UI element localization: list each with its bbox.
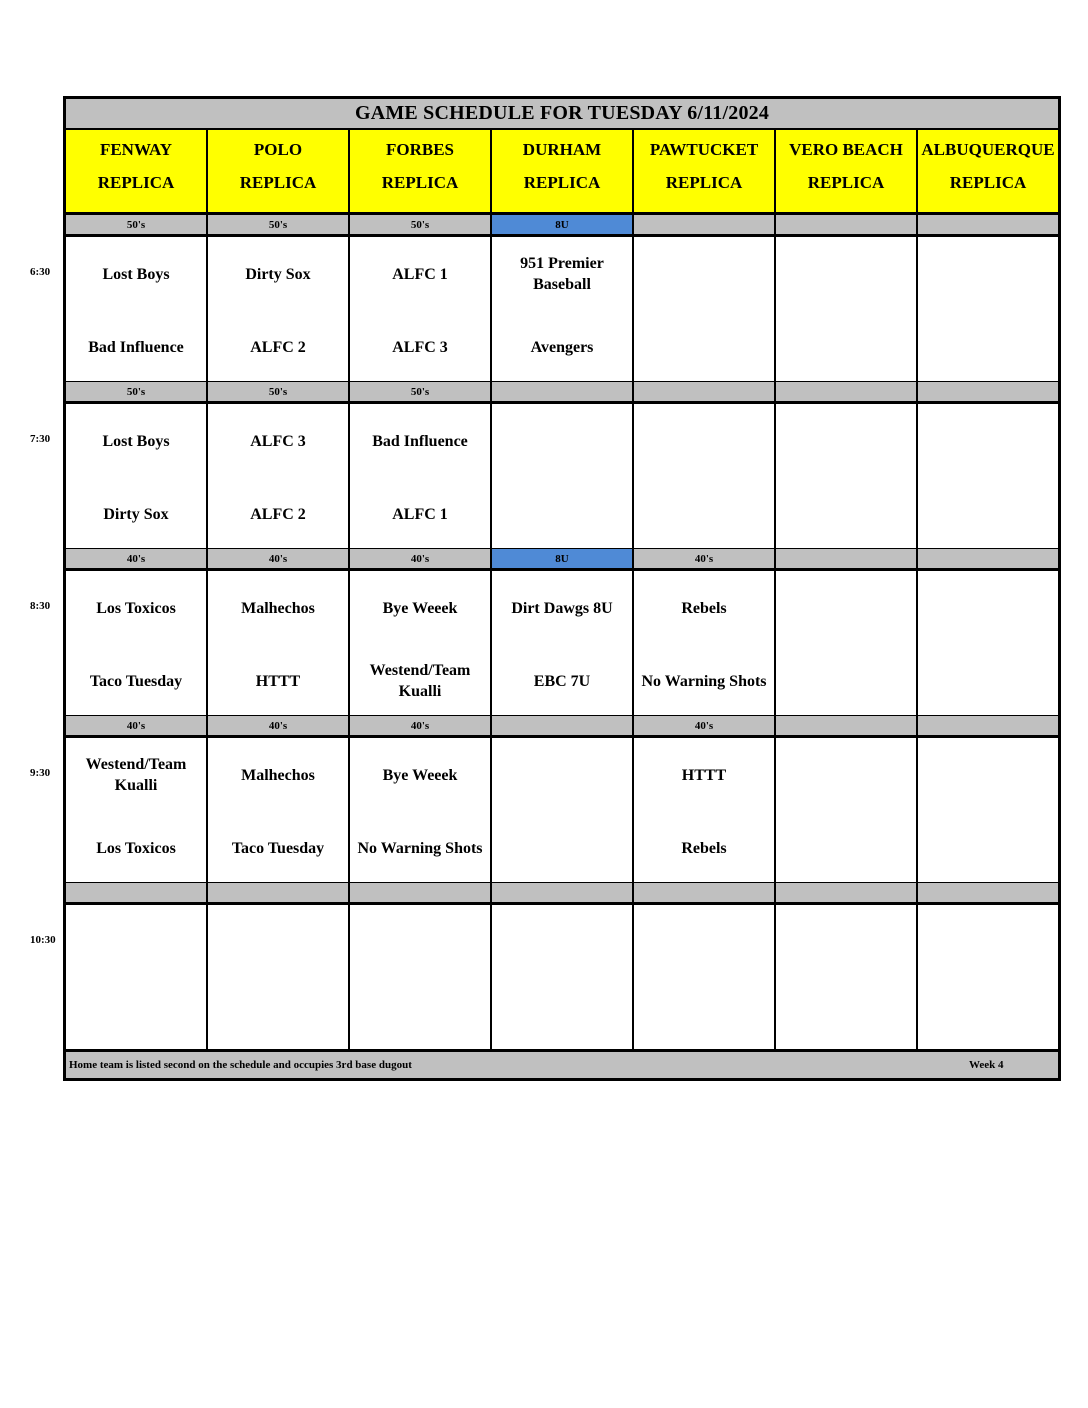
away-team: Los Toxicos [96,599,176,617]
field-header [492,130,632,212]
field-subtitle: REPLICA [949,173,1027,192]
game-cell [776,404,916,548]
home-team: No Warning Shots [641,672,767,690]
time-label: 10:30 [30,934,56,946]
game-cell [208,905,348,1049]
division-label [918,382,1058,401]
schedule-table [63,96,1061,1081]
home-team [638,325,770,369]
division-label: 40's [634,716,774,735]
division-label [492,716,632,735]
away-team [70,920,202,964]
home-team: HTTT [255,672,301,690]
field-subtitle: REPLICA [523,173,601,192]
home-team [922,325,1054,369]
division-label [776,382,916,401]
schedule-footer [66,1052,1058,1078]
home-team [780,659,912,703]
division-label [634,883,774,902]
home-team: ALFC 2 [250,505,306,523]
game-cell [492,905,632,1049]
away-team [780,586,912,630]
division-label: 8U [492,215,632,234]
field-name: POLO [253,140,303,159]
home-team [496,993,628,1037]
division-label: 40's [634,549,774,568]
home-team: Avengers [530,338,594,356]
away-team [638,419,770,463]
away-team: ALFC 1 [392,265,448,283]
division-label [918,215,1058,234]
game-cell [66,571,206,715]
home-team: Taco Tuesday [89,672,183,690]
division-label [492,883,632,902]
division-label [492,382,632,401]
game-cell [776,738,916,882]
game-cell [634,905,774,1049]
division-label [776,549,916,568]
away-team [780,920,912,964]
away-team [496,920,628,964]
game-cell [208,237,348,381]
game-cell [918,738,1058,882]
game-cell [350,905,490,1049]
game-cell [66,237,206,381]
home-team [496,826,628,870]
division-label [776,883,916,902]
field-name: DURHAM [522,140,602,159]
time-label: 9:30 [30,767,51,779]
home-team [780,325,912,369]
division-label [66,883,206,902]
away-team: Dirt Dawgs 8U [511,599,613,617]
game-cell [918,404,1058,548]
game-cell [918,237,1058,381]
division-label: 40's [66,549,206,568]
home-team [922,826,1054,870]
away-team: Bye Weeek [382,766,458,784]
away-team [780,419,912,463]
home-team: ALFC 1 [392,505,448,523]
away-team: Dirty Sox [245,265,311,283]
home-team: Bad Influence [88,338,184,356]
division-label [918,549,1058,568]
schedule-title: GAME SCHEDULE FOR TUESDAY 6/11/2024 [66,99,1058,128]
away-team: Rebels [681,599,727,617]
division-label: 40's [350,549,490,568]
away-team: Bad Influence [372,432,468,450]
game-cell [918,905,1058,1049]
field-name: VERO BEACH [789,140,903,159]
away-team [638,252,770,296]
away-team [922,586,1054,630]
time-label: 7:30 [30,433,51,445]
field-name: PAWTUCKET [649,140,759,159]
away-team: Westend/Team Kualli [85,756,187,794]
away-team: Lost Boys [102,265,170,283]
away-team [922,753,1054,797]
home-team: ALFC 3 [392,338,448,356]
division-label: 40's [208,549,348,568]
time-label: 6:30 [30,266,51,278]
field-header [208,130,348,212]
game-cell [350,404,490,548]
division-label: 40's [350,716,490,735]
field-name: FORBES [385,140,455,159]
away-team: Lost Boys [102,432,170,450]
field-header [776,130,916,212]
away-team [780,252,912,296]
away-team: Malhechos [241,599,315,617]
home-team [780,826,912,870]
home-team [922,492,1054,536]
away-team [922,419,1054,463]
game-cell [350,738,490,882]
division-label [208,883,348,902]
game-cell [208,738,348,882]
game-cell [492,237,632,381]
field-subtitle: REPLICA [807,173,885,192]
home-team [70,993,202,1037]
home-team: Dirty Sox [103,505,169,523]
division-label [634,382,774,401]
game-cell [350,237,490,381]
game-cell [66,905,206,1049]
field-name: ALBUQUERQUE [921,140,1055,159]
home-team [922,993,1054,1037]
division-label: 8U [492,549,632,568]
home-team [780,492,912,536]
home-team: ALFC 2 [250,338,306,356]
field-subtitle: REPLICA [381,173,459,192]
home-team: Los Toxicos [96,839,176,857]
away-team [354,920,486,964]
game-cell [66,404,206,548]
division-label: 50's [66,382,206,401]
home-team [496,492,628,536]
game-cell [634,404,774,548]
away-team [638,920,770,964]
game-cell [918,571,1058,715]
game-cell [208,571,348,715]
away-team [922,252,1054,296]
away-team: Bye Weeek [382,599,458,617]
division-label [776,716,916,735]
game-cell [634,738,774,882]
division-label [918,716,1058,735]
division-label: 50's [350,382,490,401]
away-team [496,419,628,463]
game-cell [776,571,916,715]
division-label [776,215,916,234]
home-team [780,993,912,1037]
home-team [638,993,770,1037]
home-team [212,993,344,1037]
game-cell [208,404,348,548]
footer-note: Home team is listed second on the schedule and occupies 3rd base dugout [69,1059,412,1071]
game-cell [492,738,632,882]
away-team: HTTT [681,766,727,784]
home-team: Westend/Team Kualli [369,662,471,700]
division-label: 50's [208,215,348,234]
game-cell [492,404,632,548]
home-team: Taco Tuesday [231,839,325,857]
division-label: 50's [350,215,490,234]
field-name: FENWAY [99,140,173,159]
away-team: ALFC 3 [250,432,306,450]
division-label: 40's [208,716,348,735]
game-cell [66,738,206,882]
time-label: 8:30 [30,600,51,612]
away-team [922,920,1054,964]
field-header [350,130,490,212]
field-header [66,130,206,212]
away-team [496,753,628,797]
division-label: 50's [66,215,206,234]
home-team: No Warning Shots [357,839,483,857]
game-cell [350,571,490,715]
game-cell [776,237,916,381]
home-team: Rebels [681,839,727,857]
away-team [780,753,912,797]
division-label: 50's [208,382,348,401]
field-header [918,130,1058,212]
field-subtitle: REPLICA [97,173,175,192]
game-cell [492,571,632,715]
away-team [212,920,344,964]
field-header [634,130,774,212]
home-team [922,659,1054,703]
home-team [638,492,770,536]
week-label: Week 4 [969,1059,1004,1071]
home-team [354,993,486,1037]
away-team: Malhechos [241,766,315,784]
field-subtitle: REPLICA [239,173,317,192]
division-label [634,215,774,234]
field-subtitle: REPLICA [665,173,743,192]
home-team: EBC 7U [533,672,591,690]
game-cell [776,905,916,1049]
division-label: 40's [66,716,206,735]
division-label [918,883,1058,902]
game-cell [634,571,774,715]
game-cell [634,237,774,381]
division-label [350,883,490,902]
away-team: 951 Premier Baseball [520,255,604,293]
